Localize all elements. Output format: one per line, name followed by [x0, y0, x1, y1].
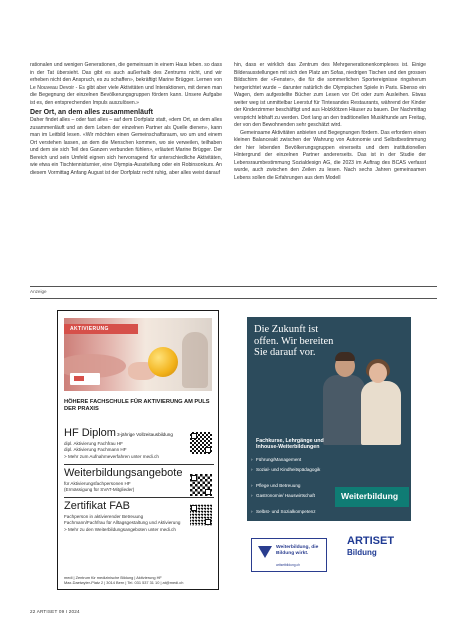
hf-line: dipl. Aktivierung Fachmann HF [64, 447, 127, 452]
topic-item: › Sozial- und Kindheitspädagogik [256, 467, 322, 473]
qr-code-icon[interactable] [190, 504, 212, 526]
topic-item: › Selbst- und Sozialkompetenz [256, 509, 322, 515]
flag-icon [70, 373, 100, 385]
person-woman-head [369, 363, 387, 383]
ad-medi-aktivierung[interactable] [57, 310, 219, 590]
article-column-left [30, 62, 222, 177]
hf-diploma-title [64, 427, 173, 441]
divider [64, 464, 214, 465]
arrow-icon: > [64, 527, 68, 532]
school-name: HÖHERE FACHSCHULE FÜR AKTIVIERUNG AM PULS DER PRAXIS [64, 399, 210, 412]
badge-label: Weiterbildung [341, 491, 399, 501]
ad-headline: Die Zukunft ist offen. Wir bereiten Sie darauf vor. [254, 324, 334, 358]
topic-item: › Gastronomie/ Hauswirtschaft [256, 493, 322, 499]
person-man-hair [335, 352, 355, 361]
person-man [323, 375, 365, 445]
wb-line: (Ermässigung für SVAT-Mitglieder) [64, 487, 135, 492]
qr-code-icon[interactable] [190, 474, 212, 496]
topic-item: › Führung/Management [256, 457, 322, 463]
weiterbildung-badge [335, 487, 409, 507]
fab-line: Fachmann/Fachfrau für Alltagsgestaltung und Aktivierung [64, 520, 181, 525]
person-silhouette [182, 332, 208, 388]
page-footer: 22 ARTISET 09 I 2024 [30, 609, 80, 614]
footer-line: Max-Daetwyler-Platz 2 | 3014 Bern | Tel. 031 537 31 10 | at@medi.ch [64, 580, 184, 586]
hf-diploma-sub: 3-jährige Vollzeitausbildung [116, 432, 173, 437]
ad-photo [64, 318, 212, 391]
hf-link[interactable] [64, 454, 159, 460]
logo-bildung: Bildung [347, 548, 377, 557]
footer-line: medi | Zentrum für medizinische Bildung | Aktivierung HF [64, 575, 162, 580]
qr-code-icon[interactable] [190, 432, 212, 454]
banner-label: AKTIVIERUNG [70, 326, 109, 332]
article-paragraph: rationalen und wenigen Generationen, die gemeinsam in einem Haus leben. so dass in der Tat übersieht. Das gibt es auch außerhalb des Zentrums nicht, und wir erheben nicht den Anspruch, es zu schaffen», bekräftigt Marine Brügger. Lernen von Le Nouveau Devoir - Es gibt aber viele Aktivitäten und Interaktionen, mit denen man die Begegnung der einzelnen Bevölkerungsgruppen fördern kann. Unsere Aufgabe ist es, den entsprechenden Impuls auszulösen.» [30, 62, 222, 106]
article-paragraph: hin, dass er wirklich das Zentrum des Mehrgenerationenkomplexes ist. Einige Bilderausstellungen mit sich den Platz am Sofas, niedrigen Tischen und den grossen Bildschirm der «Fenster», die für die sommerlichen Sportereignisse ringsherum hergerichtet wurde – darunter natürlich die Olympischen Spiele in Paris. Ebenso ein Wagen, dem aufgestellte Bücher zum Lesen vor Ort oder zum Ausleihen. Etwas weiter weg ist unmittelbar Leerstuf für Tintesandes Restaurants, während der Kinder der Kinderzimmer beschäftigt und aus Holzklötzen Häuser zu bauen. Der Nachmittag verspricht lebhaft zu werden. Dort lang an den traditionellen Musikfrunde am Freitag, der von den Bewohnenden sehr geschätzt wird. [234, 62, 426, 128]
fab-line: Fachperson in aktivierender Betreuung [64, 514, 144, 519]
hf-link-label: Mehr zum Aufnahmeverfahren unter medi.ch [67, 454, 159, 459]
fab-link[interactable] [64, 527, 176, 533]
logo-url: artisetbildung.ch [276, 563, 301, 567]
article-column-right [234, 62, 426, 182]
banner [64, 324, 138, 334]
ball-icon [148, 347, 178, 377]
arrow-icon: > [64, 454, 68, 459]
hf-diploma-label: HF Diplom [64, 427, 116, 439]
article-subheading: Der Ort, an dem alles zusammenläuft [30, 109, 153, 116]
ad-section-divider-top [30, 286, 437, 287]
ad-subhead: Fachkurse, Lehrgänge und Inhouse-Weiterbildungen [256, 438, 324, 451]
ad-hero-panel [247, 317, 411, 521]
artiset-bildung-logo [347, 536, 394, 558]
hf-line: dipl. Aktivierung Fachfrau HF [64, 441, 123, 446]
logo-title: Weiterbildung, die Bildung wirkt. [276, 545, 319, 556]
ad-artiset-bildung[interactable] [243, 310, 413, 590]
wb-title: Weiterbildungsangebote [64, 467, 183, 479]
ad-footer [64, 575, 216, 585]
divider [64, 497, 214, 498]
ad-section-divider [30, 298, 437, 299]
person-woman [361, 381, 401, 445]
topic-item: › Pflege und Betreuung [256, 483, 322, 489]
logo-mark-icon [258, 546, 272, 558]
fab-link-label: Mehr zu den Weiterbildungsangeboten unter medi.ch [67, 527, 176, 532]
weiterbildung-logo[interactable] [251, 538, 327, 572]
logo-artiset: ARTISET [347, 535, 395, 547]
fab-title: Zertifikat FAB [64, 500, 131, 512]
article-paragraph: Daher findet alles – oder fast alles – auf dem Dorfplatz statt, «dem Ort, an dem alles zusammenläuft und an dem Leben der einzelnen Partner als Quelle dienen», kann man im Leitbild lesen. «Wir möchten einen Gemeinschaftsraum, wo um und einem Ort verstehen lassen, an dem die Menschen kommen, wo sie verweilen, teilhaben und dem sie sich Teil des Ganzen verbunden fühlen», erläutert Marine Brügger. Der Bereich und sein Umfeld eignen sich hervorragend für unterschiedliche Aktivitäten, wie etwa ein Tischtennisturnier, eine Olympia-Ausstellung oder ein Robinsonkurs. An diesem Vormittag Anfang August ist der Dorfplatz recht ruhig, aber alles weist darauf [30, 117, 222, 176]
article-paragraph: Gemeinsame Aktivitäten anbieten und Begegnungen fördern. Das erfordern einen kleinen Balanceakt zwischen der Wahrung von Autonomie und Selbstbestimmung der hier lebenden Bevölkerungsgruppen einerseits und dem institutionellen Hintergrund der einzelnen Partner andererseits. Das ist in der Studie der Lebensraumbestimmung Sozialdesign AG, die 2023 im Auftrag des BCAS verfasst wurde, auch zwischen den Zeilen zu lesen. Nach sechs Jahren gemeinsamen Lebens sollen die Erfahrungen aus dem Modell [234, 129, 426, 181]
ad-label: Anzeige [30, 289, 47, 294]
wb-line: für Aktivierungsfachpersonen HF [64, 481, 131, 486]
